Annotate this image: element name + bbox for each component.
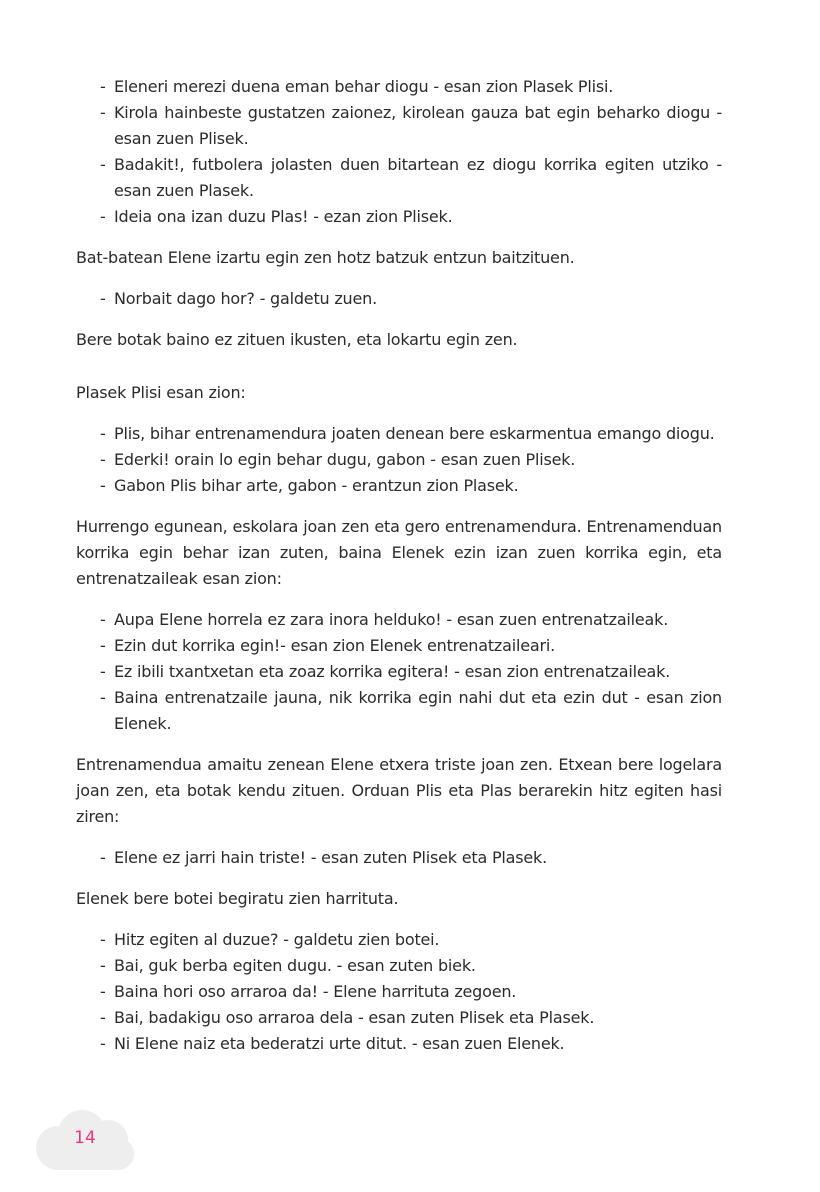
dialogue-line: - Ez ibili txantxetan eta zoaz korrika egitera! - esan zion entrenatzaileak. xyxy=(100,659,722,685)
dialogue-block-3 xyxy=(100,421,722,499)
dialogue-line: - Ni Elene naiz eta bederatzi urte ditut. - esan zuen Elenek. xyxy=(100,1031,722,1057)
narration-paragraph: Plasek Plisi esan zion: xyxy=(76,383,246,402)
dialogue-line: - Aupa Elene horrela ez zara inora helduko! - esan zuen entrenatzaileak. xyxy=(100,607,722,633)
dialogue-line: - Bai, badakigu oso arraroa dela - esan zuten Plisek eta Plasek. xyxy=(100,1005,722,1031)
dialogue-line: - Ederki! orain lo egin behar dugu, gabon - esan zuen Plisek. xyxy=(100,447,722,473)
dialogue-line: - Bai, guk berba egiten dugu. - esan zuten biek. xyxy=(100,953,722,979)
dialogue-line: - Plis, bihar entrenamendura joaten denean bere eskarmentua emango diogu. xyxy=(100,421,722,447)
narration-paragraph: Bere botak baino ez zituen ikusten, eta lokartu egin zen. xyxy=(76,330,518,349)
dialogue-line: - Hitz egiten al duzue? - galdetu zien botei. xyxy=(100,927,722,953)
dialogue-line: - Baina hori oso arraroa da! - Elene harrituta zegoen. xyxy=(100,979,722,1005)
page-number: 14 xyxy=(74,1128,96,1148)
dialogue-line: - Gabon Plis bihar arte, gabon - erantzun zion Plasek. xyxy=(100,473,722,499)
dialogue-line: - Ideia ona izan duzu Plas! - ezan zion Plisek. xyxy=(100,204,722,230)
dialogue-line: - Badakit!, futbolera jolasten duen bitartean ez diogu korrika egiten utziko - esan zuen Plasek. xyxy=(100,152,722,204)
narration-paragraph: Elenek bere botei begiratu zien harrituta. xyxy=(76,889,399,908)
dialogue-line: - Ezin dut korrika egin!- esan zion Elenek entrenatzaileari. xyxy=(100,633,722,659)
dialogue-block-5 xyxy=(100,845,722,871)
dialogue-block-4 xyxy=(100,607,722,737)
dialogue-line: - Baina entrenatzaile jauna, nik korrika egin nahi dut eta ezin dut - esan zion Elenek. xyxy=(100,685,722,737)
narration-paragraph: Entrenamendua amaitu zenean Elene etxera triste joan zen. Etxean bere logelara joan zen, eta botak kendu zituen. Orduan Plis eta Plas berarekin hitz egiten hasi ziren: xyxy=(76,755,722,826)
dialogue-line: - Elene ez jarri hain triste! - esan zuten Plisek eta Plasek. xyxy=(100,845,722,871)
dialogue-line: - Norbait dago hor? - galdetu zuen. xyxy=(100,286,722,312)
dialogue-line: - Eleneri merezi duena eman behar diogu - esan zion Plasek Plisi. xyxy=(100,74,722,100)
narration-paragraph: Hurrengo egunean, eskolara joan zen eta gero entrenamendura. Entrenamenduan korrika egin behar izan zuten, baina Elenek ezin izan zuen korrika egin, eta entrenatzaileak esan zion: xyxy=(76,517,722,588)
dialogue-block-1 xyxy=(100,74,722,230)
story-text xyxy=(76,74,722,1072)
dialogue-block-6 xyxy=(100,927,722,1057)
dialogue-line: - Kirola hainbeste gustatzen zaionez, kirolean gauza bat egin beharko diogu - esan zuen Plisek. xyxy=(100,100,722,152)
dialogue-block-2 xyxy=(100,286,722,312)
narration-paragraph: Bat-batean Elene izartu egin zen hotz batzuk entzun baitzituen. xyxy=(76,248,575,267)
